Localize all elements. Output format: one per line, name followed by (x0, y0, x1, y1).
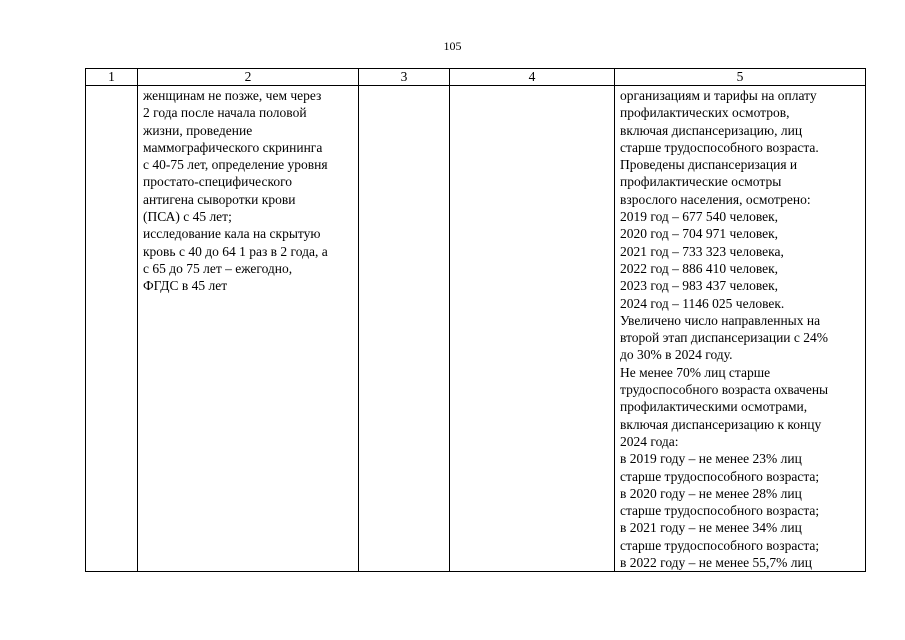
table-row (86, 86, 866, 572)
text-line: с 40-75 лет, определение уровня (143, 157, 328, 173)
text-line: до 30% в 2024 году. (620, 347, 733, 363)
text-line: старше трудоспособного возраста. (620, 139, 819, 155)
text-line: в 2020 году – не менее 28% лиц (620, 485, 802, 501)
cell-col-4 (450, 86, 615, 572)
text-line: 2019 год – 677 540 человек, (620, 209, 779, 225)
column-header-4: 4 (450, 69, 615, 86)
text-line: маммографического скрининга (143, 139, 323, 155)
table-header-row (86, 69, 866, 86)
text-line: 2023 год – 983 437 человек, (620, 278, 779, 294)
text-line: жизни, проведение (143, 122, 253, 138)
text-line: 2 года после начала половой (143, 105, 307, 121)
text-line: взрослого населения, осмотрено: (620, 191, 811, 207)
text-line: в 2021 году – не менее 34% лиц (620, 520, 802, 536)
text-line: антигена сыворотки крови (143, 191, 296, 207)
column-header-2: 2 (138, 69, 359, 86)
text-line: включая диспансеризацию, лиц (620, 122, 803, 138)
text-line: с 65 до 75 лет – ежегодно, (143, 260, 293, 276)
cell-col-2-text (138, 86, 358, 295)
text-line: второй этап диспансеризации с 24% (620, 330, 829, 346)
text-line: в 2022 году – не менее 55,7% лиц (620, 555, 812, 571)
text-line: простато-специфического (143, 174, 293, 190)
text-line: профилактические осмотры (620, 174, 782, 190)
text-line: женщинам не позже, чем через (143, 88, 322, 103)
text-line: в 2019 году – не менее 23% лиц (620, 451, 802, 467)
text-line: старше трудоспособного возраста; (620, 537, 820, 553)
text-line: (ПСА) с 45 лет; (143, 209, 232, 225)
text-line: ФГДС в 45 лет (143, 278, 228, 294)
text-line: 2022 год – 886 410 человек, (620, 260, 779, 276)
cell-col-1 (86, 86, 138, 572)
text-line: Увеличено число направленных на (620, 312, 821, 328)
column-header-5: 5 (615, 69, 866, 86)
text-line: Проведены диспансеризация и (620, 157, 798, 173)
cell-col-5-text (615, 86, 865, 571)
text-line: Не менее 70% лиц старше (620, 364, 771, 380)
text-line: 2024 год – 1146 025 человек. (620, 295, 785, 311)
text-line: включая диспансеризацию к концу (620, 416, 822, 432)
text-line: исследование кала на скрытую (143, 226, 321, 242)
text-line: 2021 год – 733 323 человека, (620, 243, 784, 259)
cell-col-3 (359, 86, 450, 572)
text-line: старше трудоспособного возраста; (620, 468, 820, 484)
cell-col-2 (138, 86, 359, 572)
page-number: 105 (443, 39, 462, 53)
text-line: профилактическими осмотрами, (620, 399, 808, 415)
text-line: 2024 года: (620, 433, 679, 449)
document-table (85, 68, 866, 572)
text-line: 2020 год – 704 971 человек, (620, 226, 779, 242)
text-line: профилактических осмотров, (620, 105, 790, 121)
text-line: кровь с 40 до 64 1 раз в 2 года, а (143, 243, 328, 259)
cell-col-5 (615, 86, 866, 572)
text-line: трудоспособного возраста охвачены (620, 382, 829, 398)
text-line: организациям и тарифы на оплату (620, 88, 817, 103)
column-header-3: 3 (359, 69, 450, 86)
column-header-1: 1 (86, 69, 138, 86)
text-line: старше трудоспособного возраста; (620, 503, 820, 519)
